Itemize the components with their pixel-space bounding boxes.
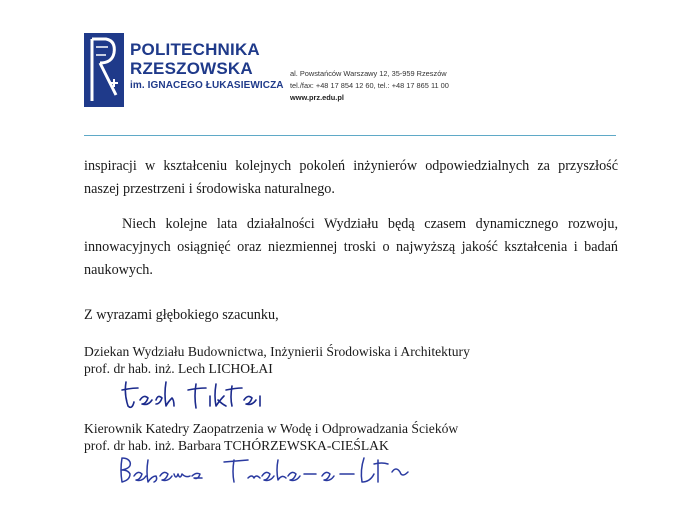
paragraph-1: inspiracji w kształceniu kolejnych pokoleń inżynierów odpowiedzialnych za przyszłość naszej przestrzeni i środowiska naturalnego. (84, 158, 618, 197)
address-text: al. Powstańców Warszawy 12, 35-959 Rzeszów (290, 69, 447, 78)
handwritten-signature-1 (118, 376, 278, 414)
signatory-1-name: prof. dr hab. inż. Lech LICHOŁAI (84, 361, 273, 376)
header-divider (84, 135, 616, 136)
university-patron: im. IGNACEGO ŁUKASIEWICZA (130, 80, 284, 91)
closing-phrase: Z wyrazami głębokiego szacunku, (84, 307, 279, 323)
prz-emblem-icon (84, 33, 124, 107)
university-name-line1: POLITECHNIKA (130, 40, 260, 59)
phone-text: tel./fax: +48 17 854 12 60, tel.: +48 17 865 11 00 (290, 81, 449, 90)
letterhead (0, 0, 700, 140)
handwritten-signature-2 (116, 452, 416, 488)
website-link[interactable]: www.prz.edu.pl (290, 93, 344, 102)
contact-info (290, 68, 449, 104)
signatory-1 (84, 343, 470, 377)
paragraph-2: Niech kolejne lata działalności Wydziału będą czasem dynamicznego rozwoju, innowacyjnych osiągnięć oraz niezmiennej troski o najwyższą jakość kształcenia i badań naukowych. (84, 216, 618, 278)
university-name (130, 40, 284, 93)
university-name-line2: RZESZOWSKA (130, 59, 253, 78)
signatory-1-role: Dziekan Wydziału Budownictwa, Inżynierii Środowiska i Architektury (84, 344, 470, 359)
signatory-2-name: prof. dr hab. inż. Barbara TCHÓRZEWSKA-CIEŚLAK (84, 438, 389, 453)
signatory-2-role: Kierownik Katedry Zaopatrzenia w Wodę i Odprowadzania Ścieków (84, 421, 459, 436)
signatory-2 (84, 420, 458, 454)
